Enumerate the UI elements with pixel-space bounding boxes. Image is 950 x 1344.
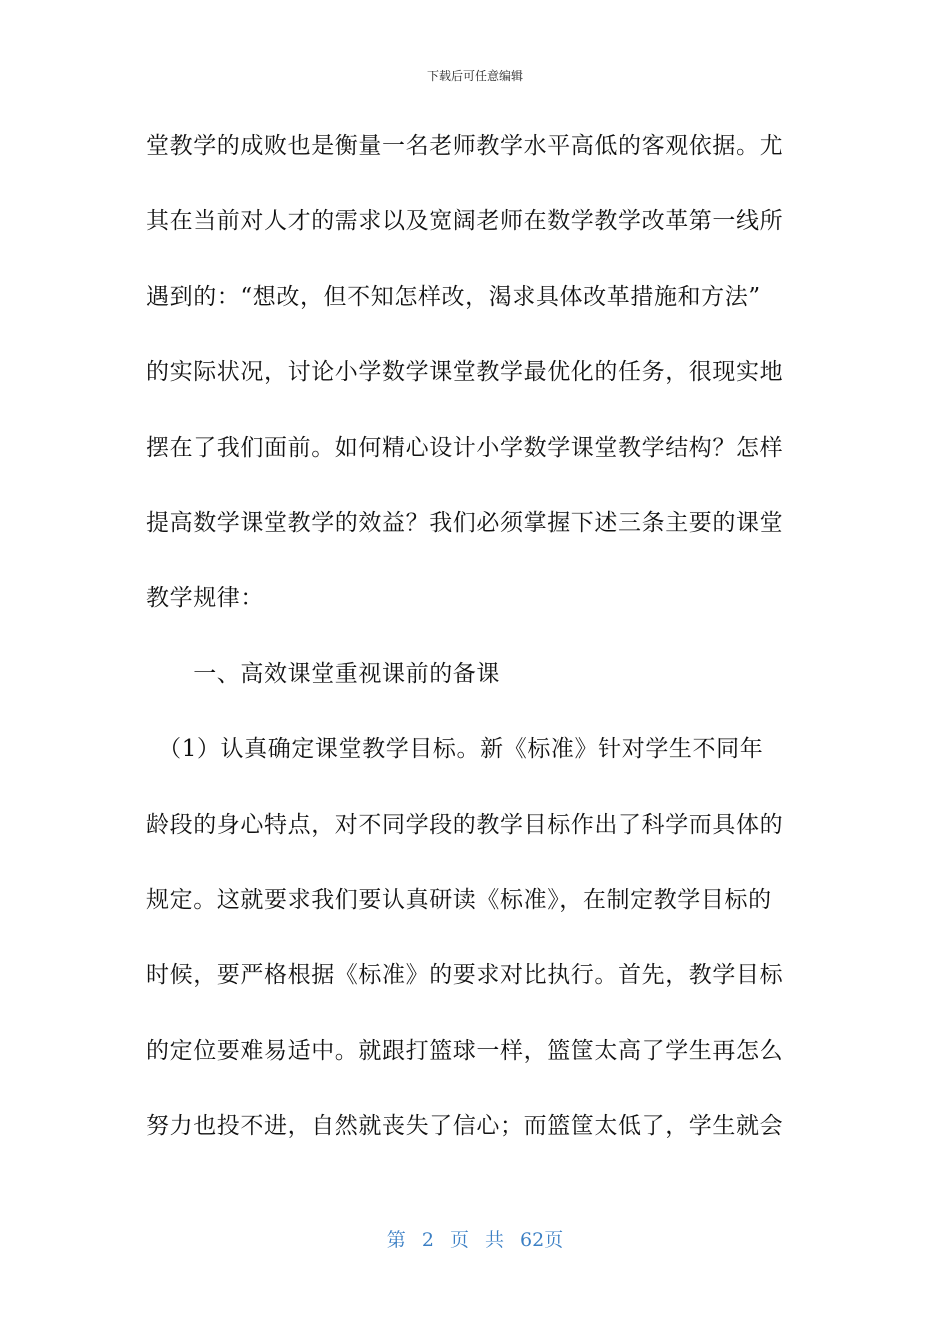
- text-line: 摆在了我们面前。如何精心设计小学数学课堂教学结构？怎样: [146, 434, 784, 461]
- page-number-footer: 第 2 页 共 62页: [386, 1229, 564, 1251]
- text-line: 时候，要严格根据《标准》的要求对比执行。首先，教学目标: [146, 962, 784, 989]
- text-line: 努力也投不进，自然就丧失了信心；而篮筐太低了，学生就会: [146, 1113, 784, 1140]
- text-line: 其在当前对人才的需求以及宽阔老师在数学教学改革第一线所: [146, 208, 784, 235]
- text-line: 提高数学课堂教学的效益？我们必须掌握下述三条主要的课堂: [146, 509, 784, 536]
- text-line: 的定位要难易适中。就跟打篮球一样，篮筐太高了学生再怎么: [146, 1037, 784, 1064]
- text-line: 堂教学的成败也是衡量一名老师教学水平高低的客观依据。尤: [146, 133, 784, 159]
- text-line: 龄段的身心特点，对不同学段的教学目标作出了科学而具体的: [146, 811, 784, 838]
- text-line: 的实际状况，讨论小学数学课堂教学最优化的任务，很现实地: [146, 359, 784, 386]
- text-line: （1）认真确定课堂教学目标。新《标准》针对学生不同年: [146, 736, 764, 763]
- text-line: 教学规律：: [146, 585, 264, 612]
- document-body: [146, 121, 811, 1176]
- text-line: 遇到的：“想改，但不知怎样改，渴求具体改革措施和方法”: [146, 283, 761, 310]
- section-heading: 一、高效课堂重视课前的备课: [146, 660, 500, 687]
- text-line: 规定。这就要求我们要认真研读《标准》，在制定教学目标的: [146, 886, 772, 913]
- page-header: 下载后可任意编辑: [426, 69, 523, 83]
